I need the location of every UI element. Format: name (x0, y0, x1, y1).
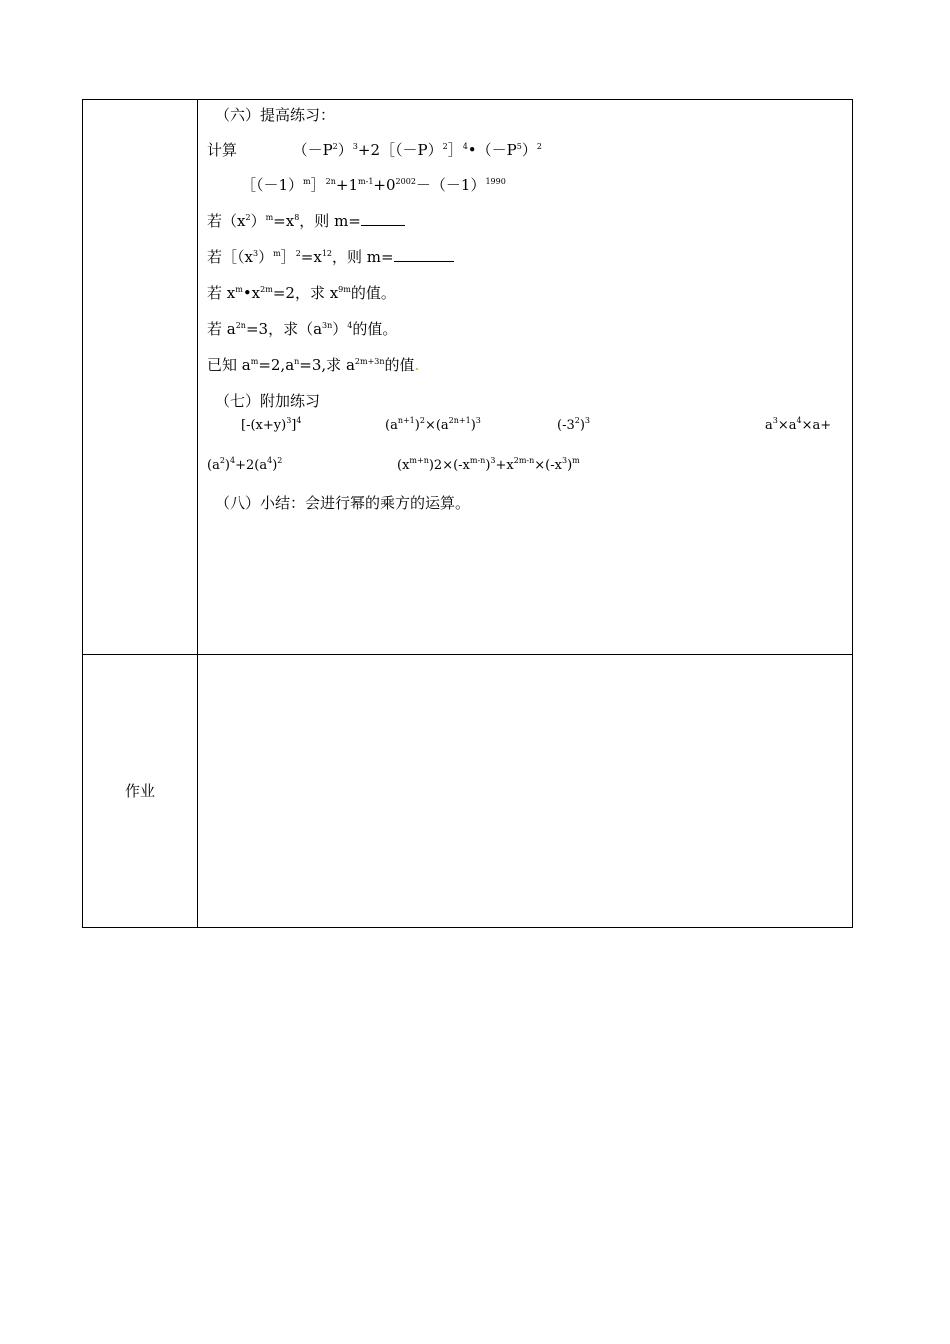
expr1-part: ） (337, 141, 353, 159)
q2-sup: 2 (295, 249, 301, 258)
q1-part: 若（x (207, 212, 246, 230)
calc-line-1 (207, 140, 542, 160)
q1-part: ） (250, 212, 266, 230)
expr1-part: （－P (292, 141, 333, 159)
q4-part: =3，求（a (245, 320, 323, 338)
expr2-sup: 2n (325, 177, 336, 186)
q4-sup: 4 (347, 321, 353, 330)
question-5 (207, 355, 419, 375)
e2-part: ) (414, 418, 420, 433)
e5-part: ) (272, 458, 278, 473)
question-3 (207, 283, 396, 303)
q1-part: =x (273, 212, 295, 230)
e5-sup: 4 (230, 456, 236, 465)
e3-sup: 2 (574, 416, 580, 425)
q1-part: ，则 m= (299, 212, 361, 230)
expr1-sup: 5 (516, 142, 522, 151)
expr1-part: ］ (447, 141, 463, 159)
extra-expr-4 (765, 416, 831, 436)
section-7-heading: （七）附加练习 (215, 392, 321, 410)
q3-part: =2，求 x (272, 284, 339, 302)
q5-sup: 2m+3n (354, 357, 385, 366)
e4-part: ×a+ (801, 418, 832, 433)
q3-sup: 9m (338, 285, 351, 294)
expr1-part: ） (521, 141, 537, 159)
q2-sup: 12 (321, 249, 332, 258)
e5-part: (a (207, 458, 220, 473)
exercise-label-cell (83, 100, 197, 654)
expr1-sup: 3 (352, 142, 358, 151)
e6-part: ) (567, 458, 573, 473)
expr2-sup: 2002 (395, 177, 416, 186)
expr2-sup: m-1 (358, 177, 374, 186)
e4-sup: 3 (772, 416, 778, 425)
q5-sup: n (294, 357, 300, 366)
e6-sup: m-n (469, 456, 486, 465)
q1-sup: 2 (245, 213, 251, 222)
e6-part: ) (485, 458, 491, 473)
q3-sup: m (235, 285, 243, 294)
q1-sup: m (265, 213, 274, 222)
q5-part: 的值 (384, 356, 415, 374)
extra-expr-5 (207, 456, 282, 476)
e3-part: ) (579, 418, 585, 433)
expr2-part: ］ (310, 176, 326, 194)
question-2 (207, 247, 454, 267)
e5-sup: 4 (267, 456, 273, 465)
q3-sup: 2m (260, 285, 273, 294)
expr2-part: +0 (373, 176, 396, 194)
e2-part: ×(a (424, 418, 449, 433)
e1-sup: 4 (296, 416, 302, 425)
answer-blank[interactable] (361, 213, 405, 226)
column-divider (197, 654, 198, 927)
e6-part: ×(-x (534, 458, 562, 473)
expr2-sup: 1990 (485, 177, 506, 186)
expr1-sup: 4 (462, 142, 468, 151)
extra-expr-6 (397, 456, 580, 476)
q4-part: 的值。 (352, 320, 398, 338)
e1-part: ] (291, 418, 297, 433)
q2-part: ，则 m= (332, 248, 394, 266)
e2-sup: 2n+1 (448, 416, 471, 425)
q5-part: =2,a (258, 356, 295, 374)
anchor-mark: . (414, 356, 420, 374)
q5-part: 已知 a (207, 356, 251, 374)
e5-part: +2(a (235, 458, 268, 473)
answer-blank[interactable] (394, 249, 454, 262)
expr1-sup: 2 (332, 142, 338, 151)
q2-part: ） (258, 248, 274, 266)
q4-part: 若 a (207, 320, 236, 338)
expr1-part: •（－P (467, 141, 517, 159)
q4-sup: 2n (235, 321, 246, 330)
e6-part: )2×(-x (428, 458, 470, 473)
homework-label: 作业 (124, 782, 155, 800)
e2-sup: 2 (419, 416, 425, 425)
e1-part: [-(x+y) (241, 418, 287, 433)
q3-part: 若 x (207, 284, 236, 302)
q2-part: 若［（x (207, 248, 253, 266)
e3-sup: 3 (584, 416, 591, 425)
e4-part: a (765, 418, 773, 433)
q3-part: •x (242, 284, 261, 302)
e5-sup: 2 (277, 456, 283, 465)
e6-part: +x (495, 458, 514, 473)
e5-part: ) (224, 458, 230, 473)
expr2-part: －（－1） (415, 176, 486, 194)
e2-sup: 3 (475, 416, 481, 425)
q2-part: ］ (280, 248, 296, 266)
e6-sup: m+n (409, 456, 429, 465)
exercise-row (82, 99, 853, 655)
homework-row (82, 654, 853, 928)
e6-sup: m (572, 456, 580, 465)
e5-sup: 2 (219, 456, 225, 465)
question-4 (207, 319, 397, 339)
column-divider (197, 100, 198, 654)
q5-part: =3,求 a (299, 356, 355, 374)
section-6-heading: （六）提高练习： (215, 106, 336, 124)
q1-sup: 8 (294, 213, 300, 222)
q4-part: ） (332, 320, 348, 338)
expr2-part: ［（－1） (241, 176, 304, 194)
e6-sup: 2m-n (513, 456, 535, 465)
calc-label: 计算 (207, 141, 238, 159)
expr1-sup: 2 (442, 142, 448, 151)
e6-sup: 3 (561, 456, 568, 465)
e6-part: (x (397, 458, 410, 473)
expr2-part: +1 (335, 176, 359, 194)
e2-part: (a (385, 418, 398, 433)
section-8-summary: （八）小结：会进行幂的乘方的运算。 (215, 494, 471, 512)
q2-sup: 3 (252, 249, 259, 258)
e3-part: (-3 (557, 418, 575, 433)
e4-part: ×a (777, 418, 797, 433)
extra-expr-1 (241, 416, 301, 436)
expr2-sup: m (303, 177, 311, 186)
q4-sup: 3n (322, 321, 333, 330)
extra-expr-3 (557, 416, 590, 436)
lesson-table (82, 99, 853, 928)
e2-part: ) (470, 418, 476, 433)
q2-part: =x (300, 248, 322, 266)
extra-expr-2 (385, 416, 481, 436)
expr1-sup: 2 (536, 142, 542, 151)
e4-sup: 4 (796, 416, 802, 425)
q5-sup: m (250, 357, 259, 366)
q3-part: 的值。 (350, 284, 396, 302)
e2-sup: n+1 (397, 416, 415, 425)
expr1-part: +2［（－P） (357, 141, 443, 159)
calc-line-2 (241, 175, 506, 195)
e1-sup: 3 (286, 416, 292, 425)
q2-sup: m (273, 249, 281, 258)
question-1 (207, 211, 405, 231)
e6-sup: 3 (490, 456, 496, 465)
